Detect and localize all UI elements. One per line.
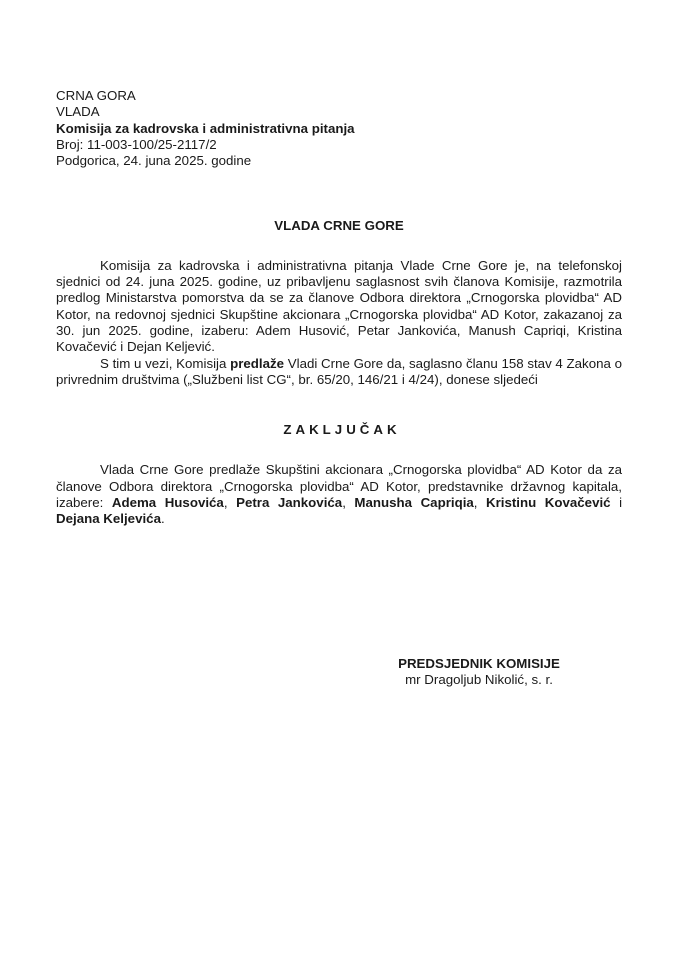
nominee-name: Dejana Keljevića — [56, 511, 161, 527]
separator: , — [473, 495, 487, 511]
country-name: CRNA GORA — [56, 88, 136, 103]
signature-title: PREDSJEDNIK KOMISIJE — [398, 656, 560, 671]
nominee-name: Kristinu Kovačević — [486, 495, 611, 511]
nominee-name: Manusha Capriqia — [354, 495, 474, 511]
paragraph-proposal — [56, 356, 622, 389]
proposal-text-after: Vladi Crne Gore da, saglasno članu 158 stav 4 Zakona o privrednim društvima („Službeni list CG“, br. 65/20, 146/21 i 4/24), donese sljedeći — [56, 355, 622, 387]
signature-name: mr Dragoljub Nikolić, s. r. — [405, 672, 553, 688]
separator: i — [610, 495, 623, 511]
conclusion-intro: Vlada Crne Gore predlaže Skupštini akcionara „Crnogorska plovidba“ AD Kotor da za članove Odbora direktora „Crnogorska plovidba“ AD Kotor, predstavnike državnog kapitala, izabere: — [56, 462, 622, 511]
signature-block — [374, 656, 584, 689]
addressee-title: VLADA CRNE GORE — [274, 218, 404, 234]
commission-name: Komisija za kadrovska i administrativna pitanja — [56, 120, 355, 136]
paragraph-conclusion — [56, 462, 622, 527]
proposal-text-before: S tim u vezi, Komisija — [100, 355, 231, 371]
place-date: Podgorica, 24. juna 2025. godine — [56, 153, 252, 169]
proposal-bold-word: predlaže — [230, 355, 285, 371]
separator: , — [342, 495, 355, 511]
nominee-name: Petra Jankovića — [236, 495, 343, 511]
conclusion-title: ZAKLJUČAK — [283, 422, 401, 438]
separator: , — [223, 495, 237, 511]
government-name: VLADA — [56, 104, 100, 120]
document-page — [56, 88, 623, 688]
paragraph-intro: Komisija za kadrovska i administrativna pitanja Vlade Crne Gore je, na telefonskoj sjednici od 24. juna 2025. godine, uz pribavljenu saglasnost svih članova Komisije, razmotrila predlog Ministarstva pomorstva da se za članove Odbora direktora „Crnogorska plovidba“ AD Kotor, na redovnoj sjednici Skupštine akcionara „Crnogorska plovidba“ AD Kotor, zakazanoj za 30. jun 2025. godine, izaberu: Adem Husović, Petar Jankovića, Manush Capriqi, Kristina Kovačević i Dejan Keljević. — [56, 257, 622, 355]
period: . — [160, 511, 165, 527]
nominee-name: Adema Husovića — [111, 495, 224, 511]
reference-number: Broj: 11-003-100/25-2117/2 — [56, 136, 217, 152]
document-header — [56, 88, 622, 169]
